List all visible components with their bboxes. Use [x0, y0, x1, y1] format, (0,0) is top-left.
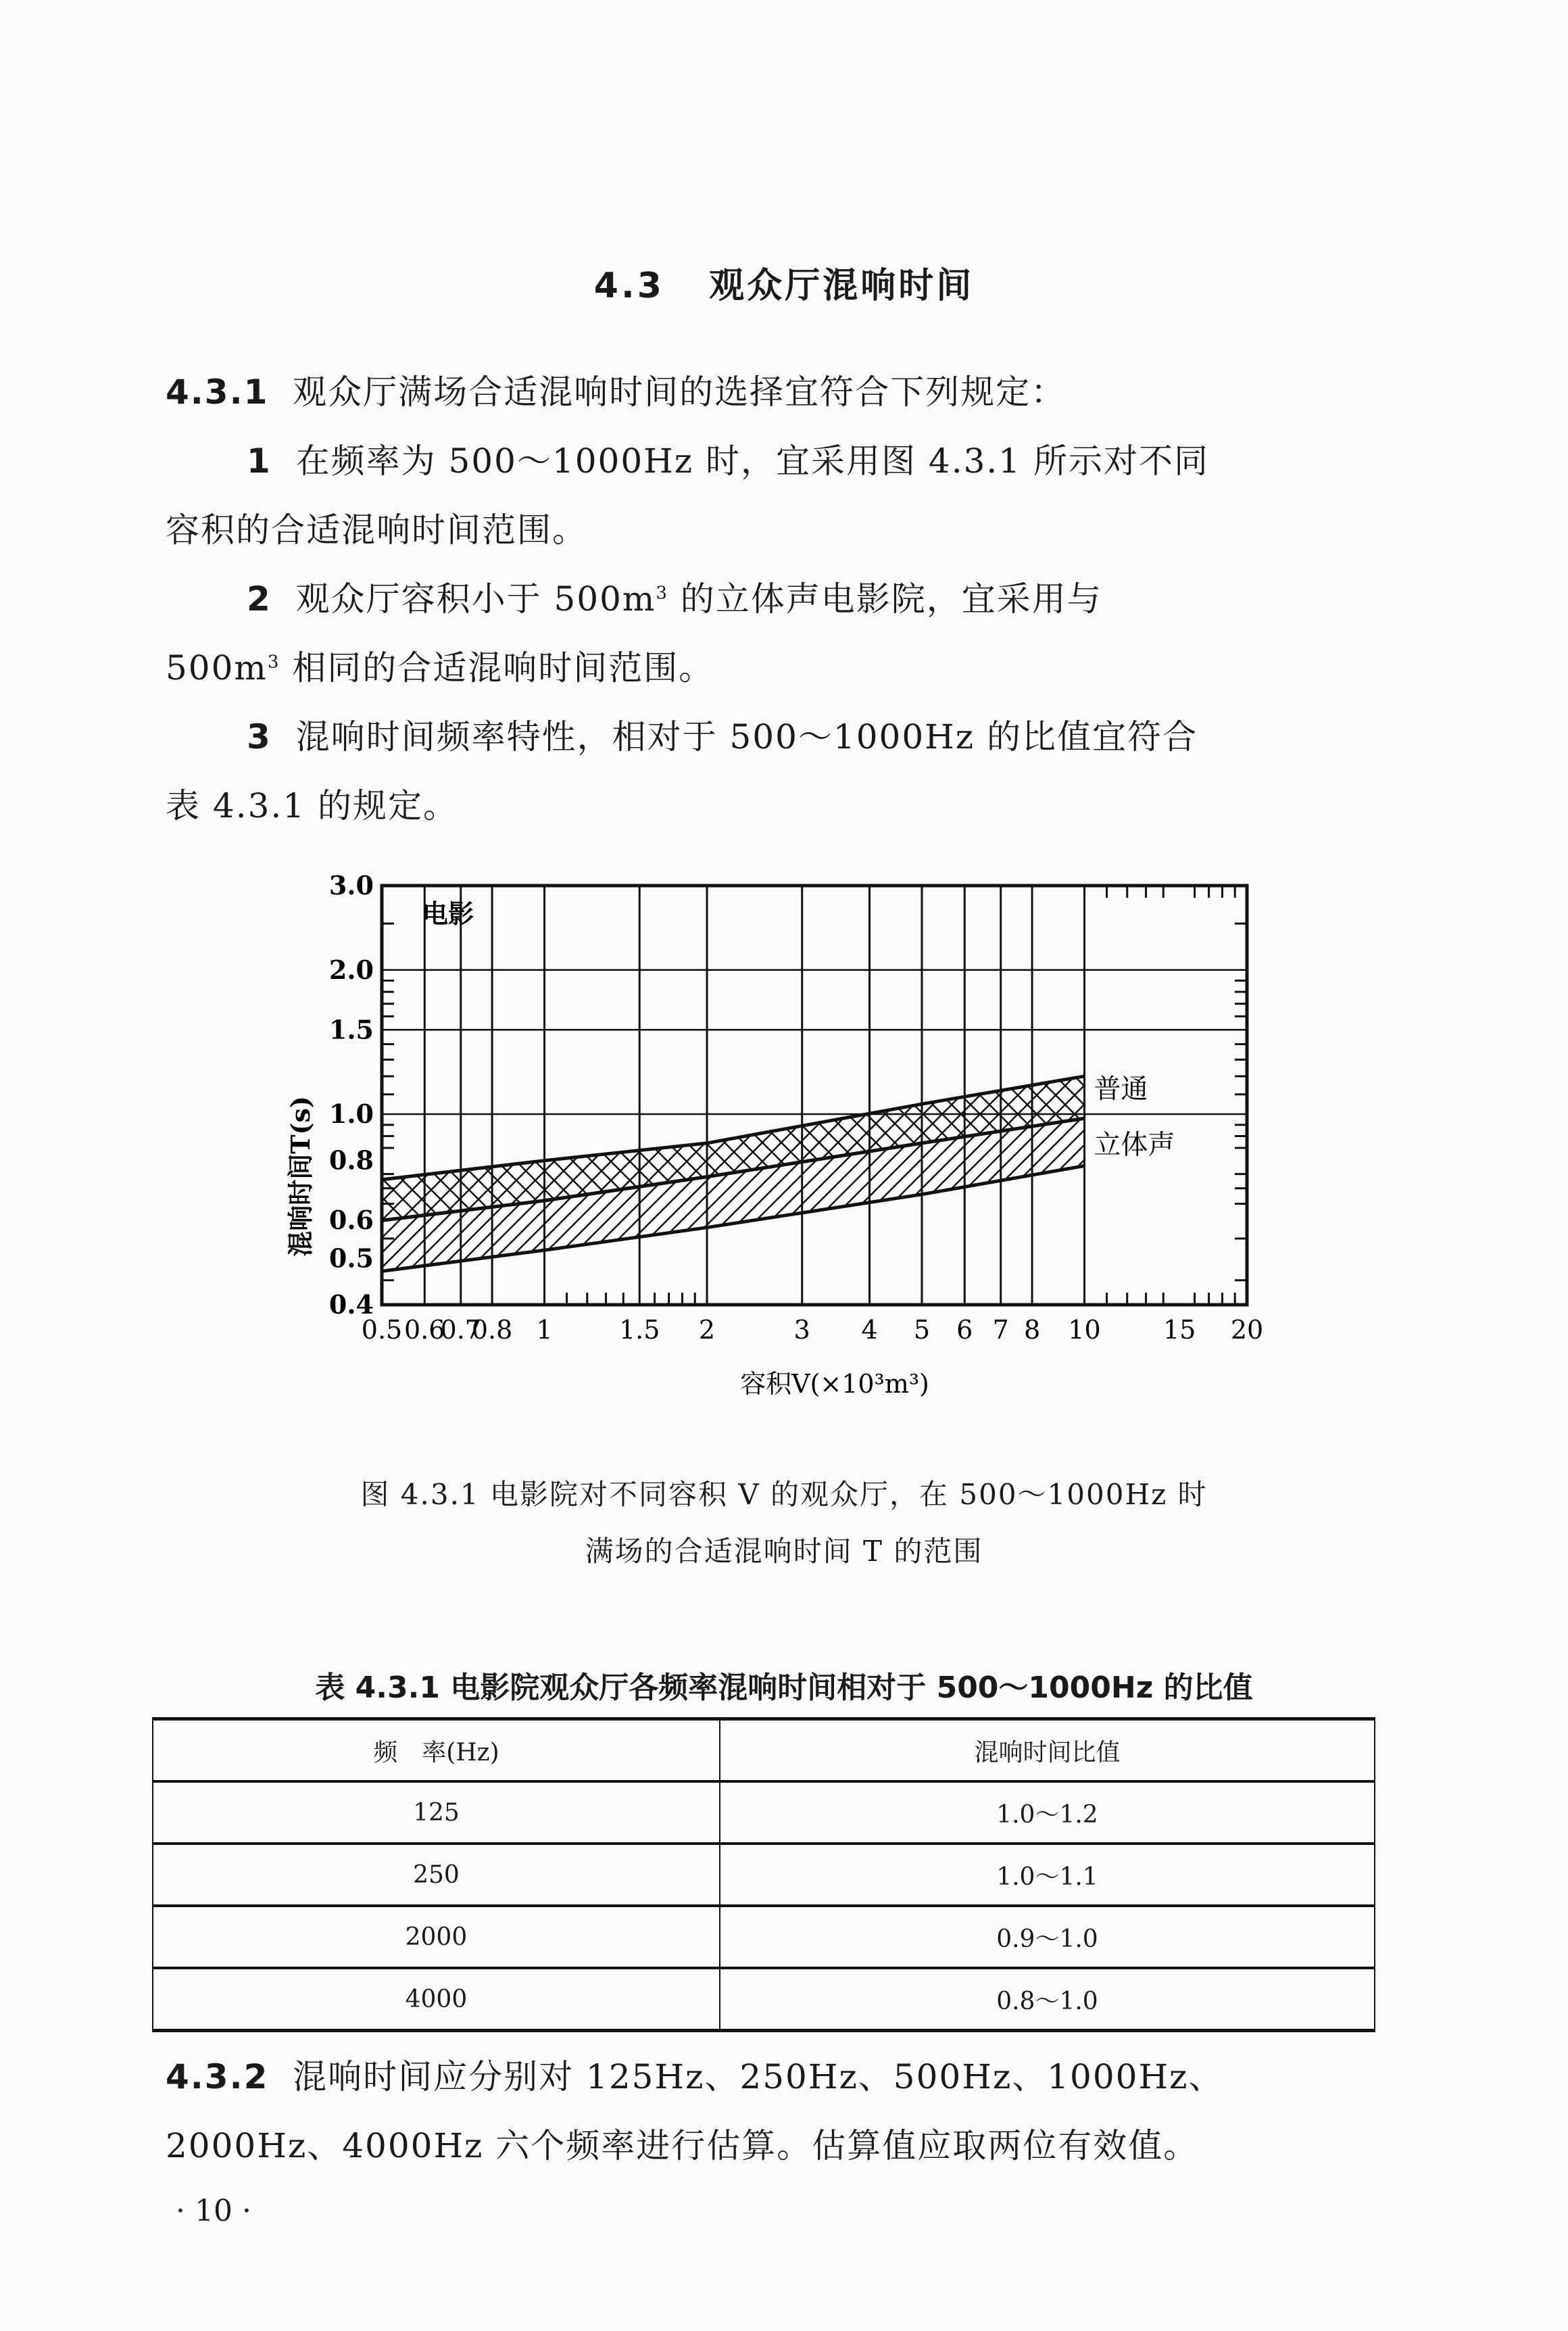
- clause-4-3-1: [166, 370, 1375, 414]
- cell-ratio: 0.9～1.0: [720, 1906, 1375, 1968]
- table-row: [153, 1844, 1375, 1906]
- y-tick-label: 3.0: [328, 870, 374, 900]
- clause-text: 混响时间应分别对 125Hz、250Hz、500Hz、1000Hz、: [293, 2057, 1224, 2096]
- y-tick-label: 0.8: [328, 1145, 374, 1176]
- legend-label-ordinary: 普通: [1094, 1073, 1148, 1105]
- item-1-line2: 容积的合适混响时间范围。: [166, 510, 587, 550]
- x-tick-label: 1.5: [618, 1315, 660, 1345]
- item-text: 相同的合适混响时间范围。: [280, 648, 714, 688]
- cell-frequency: 2000: [153, 1906, 720, 1968]
- y-tick-label: 1.5: [328, 1014, 374, 1045]
- section-heading: 观众厅混响时间: [709, 266, 975, 306]
- y-tick-label: 0.4: [328, 1289, 374, 1320]
- y-tick-label: 0.6: [328, 1205, 374, 1236]
- clause-4-3-2-line2: 2000Hz、4000Hz 六个频率进行估算。估算值应取两位有效值。: [166, 2126, 1199, 2165]
- x-tick-label: 4: [861, 1315, 878, 1345]
- x-tick-label: 0.6: [404, 1315, 445, 1345]
- x-tick-label: 7: [992, 1315, 1009, 1345]
- item-text: 的立体声电影院，宜采用与: [668, 579, 1102, 619]
- item-text: 500m: [166, 648, 268, 688]
- header-ratio: 混响时间比值: [720, 1719, 1375, 1782]
- cell-ratio: 0.8～1.0: [720, 1968, 1375, 2031]
- clause-number: 4.3.1: [166, 373, 269, 412]
- superscript: 3: [656, 583, 668, 604]
- cell-frequency: 4000: [153, 1968, 720, 2031]
- x-tick-label: 15: [1162, 1315, 1196, 1345]
- x-tick-label: 0.8: [471, 1315, 513, 1345]
- x-tick-label: 0.5: [361, 1315, 403, 1345]
- item-2-line2: [166, 646, 1375, 690]
- cell-ratio: 1.0～1.1: [720, 1844, 1375, 1906]
- table-header-row: [153, 1719, 1375, 1782]
- table-row: [153, 1968, 1375, 2031]
- x-tick-label: 0.7: [440, 1315, 481, 1345]
- item-text: 观众厅容积小于 500m: [295, 579, 656, 619]
- superscript: 3: [267, 652, 280, 673]
- figure-caption-line1: 图 4.3.1 电影院对不同容积 V 的观众厅，在 500～1000Hz 时: [360, 1478, 1208, 1511]
- x-tick-label: 20: [1230, 1315, 1264, 1345]
- x-tick-label: 1: [536, 1315, 553, 1345]
- header-frequency: 频 率(Hz): [153, 1719, 720, 1782]
- figure-caption-line2: 满场的合适混响时间 T 的范围: [585, 1535, 983, 1568]
- item-3-line1: [166, 715, 1456, 759]
- reverb-chart: [270, 859, 1298, 1399]
- x-tick-label: 5: [913, 1315, 931, 1345]
- cell-frequency: 125: [153, 1781, 720, 1844]
- x-tick-label: 8: [1023, 1315, 1041, 1345]
- y-tick-label: 1.0: [328, 1099, 374, 1130]
- item-number: 1: [247, 441, 272, 481]
- x-tick-label: 3: [793, 1315, 810, 1345]
- page-number: · 10 ·: [176, 2194, 251, 2228]
- cell-ratio: 1.0～1.2: [720, 1781, 1375, 1844]
- section-number: 4.3: [593, 266, 664, 306]
- chart-bands: [382, 1076, 1084, 1271]
- item-1-line1: [166, 439, 1456, 483]
- clause-4-3-2-line1: [166, 2055, 1375, 2099]
- table-row: [153, 1906, 1375, 1968]
- y-tick-label: 2.0: [328, 954, 374, 985]
- clause-text: 观众厅满场合适混响时间的选择宜符合下列规定：: [293, 373, 1067, 412]
- item-number: 2: [247, 579, 272, 619]
- x-tick-label: 6: [956, 1315, 973, 1345]
- y-tick-label: 0.5: [328, 1243, 374, 1274]
- item-number: 3: [247, 717, 272, 756]
- item-3-line2: 表 4.3.1 的规定。: [166, 786, 459, 825]
- x-axis-label: 容积V(×10³m³): [740, 1369, 929, 1399]
- annotation-cinema: 电影: [422, 898, 474, 929]
- table-row: [153, 1781, 1375, 1844]
- table-title: 表 4.3.1 电影院观众厅各频率混响时间相对于 500～1000Hz 的比值: [315, 1671, 1253, 1705]
- x-tick-label: 10: [1068, 1315, 1101, 1345]
- x-tick-label: 2: [698, 1315, 716, 1345]
- item-2-line1: [166, 577, 1456, 621]
- item-text: 在频率为 500～1000Hz 时，宜采用图 4.3.1 所示对不同: [295, 441, 1210, 481]
- chart-ticks: [329, 870, 1263, 1345]
- ratio-table: [152, 1717, 1375, 2032]
- clause-number: 4.3.2: [166, 2057, 269, 2096]
- section-title: [0, 257, 1568, 308]
- legend-label-stereo: 立体声: [1094, 1129, 1175, 1161]
- y-axis-label: 混响时间T(s): [285, 1096, 316, 1257]
- cell-frequency: 250: [153, 1844, 720, 1906]
- item-text: 混响时间频率特性，相对于 500～1000Hz 的比值宜符合: [295, 717, 1198, 756]
